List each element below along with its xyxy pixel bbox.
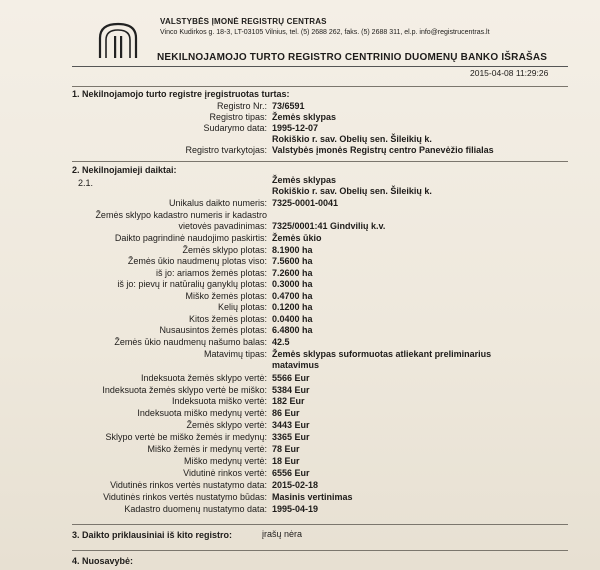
field-value: 42.5 — [272, 337, 290, 347]
field-value: 5384 Eur — [272, 385, 310, 395]
document-date: 2015-04-08 11:29:26 — [470, 68, 549, 78]
item-number: 2.1. — [78, 178, 94, 188]
field-label: Žemės ūkio naudmenų plotas viso: — [127, 256, 267, 266]
field-value: 5566 Eur — [272, 373, 310, 383]
field-value: 7325-0001-0041 — [272, 198, 339, 208]
field-value: 73/6591 — [272, 101, 305, 111]
field-value: 18 Eur — [272, 456, 300, 466]
field-label: Matavimų tipas: — [203, 349, 267, 359]
field-label: Vidutinė rinkos vertė: — [183, 468, 267, 478]
field-label: Registro tipas: — [209, 112, 267, 122]
section-3-value: įrašų nėra — [262, 529, 303, 539]
field-label: Indeksuota miško medynų vertė: — [137, 408, 267, 418]
field-label: Miško žemės plotas: — [185, 291, 267, 301]
field-label: Vidutinės rinkos vertės nustatymo būdas: — [103, 492, 267, 502]
field-label: Žemės sklypo kadastro numeris ir kadastro — [95, 210, 267, 220]
field-value: 1995-12-07 — [272, 123, 319, 133]
field-value: 6556 Eur — [272, 468, 310, 478]
field-label: Registro Nr.: — [216, 101, 267, 111]
field-label: Indeksuota žemės sklypo vertė be miško: — [102, 385, 267, 395]
field-label: Vidutinės rinkos vertės nustatymo data: — [110, 480, 267, 490]
item-type: Žemės sklypas — [272, 175, 337, 185]
field-value: 7.5600 ha — [272, 256, 313, 266]
field-value: Masinis vertinimas — [272, 492, 353, 502]
field-value: matavimus — [272, 360, 320, 370]
field-label: iš jo: pievų ir natūralių ganyklų plotas: — [117, 279, 267, 289]
field-label: Miško žemės ir medynų vertė: — [147, 444, 267, 454]
org-name: VALSTYBĖS ĮMONĖ REGISTRŲ CENTRAS — [160, 17, 327, 26]
field-label: Žemės ūkio naudmenų našumo balas: — [114, 337, 267, 347]
section-2-heading: 2. Nekilnojamieji daiktai: — [72, 165, 177, 175]
field-label: Daikto pagrindinė naudojimo paskirtis: — [114, 233, 267, 243]
field-value: 0.4700 ha — [272, 291, 313, 301]
field-label: iš jo: ariamos žemės plotas: — [155, 268, 267, 278]
field-value: 0.3000 ha — [272, 279, 313, 289]
field-value: Žemės sklypas — [272, 112, 337, 122]
item-address: Rokiškio r. sav. Obelių sen. Šileikių k. — [272, 186, 432, 196]
section-4-divider — [72, 550, 568, 551]
field-value: 78 Eur — [272, 444, 300, 454]
field-value: 1995-04-19 — [272, 504, 319, 514]
section-1-divider — [72, 86, 568, 87]
field-label: vietovės pavadinimas: — [178, 221, 267, 231]
title-divider — [72, 66, 568, 67]
field-value: 86 Eur — [272, 408, 300, 418]
field-label: Kelių plotas: — [217, 302, 267, 312]
section-2-divider — [72, 161, 568, 162]
field-label: Indeksuota žemės sklypo vertė: — [140, 373, 267, 383]
field-value: 182 Eur — [272, 396, 305, 406]
field-value: 0.1200 ha — [272, 302, 313, 312]
field-value: 2015-02-18 — [272, 480, 319, 490]
field-label: Žemės sklypo plotas: — [182, 245, 267, 255]
field-value: 8.1900 ha — [272, 245, 313, 255]
field-value: 0.0400 ha — [272, 314, 313, 324]
section-3-divider — [72, 524, 568, 525]
field-label: Sudarymo data: — [203, 123, 267, 133]
field-label: Miško medynų vertė: — [183, 456, 267, 466]
section-1-heading: 1. Nekilnojamojo turto registre įregistruotas turtas: — [72, 89, 290, 99]
field-label: Nusausintos žemės plotas: — [159, 325, 267, 335]
field-label: Registro tvarkytojas: — [185, 145, 267, 155]
field-value: 6.4800 ha — [272, 325, 313, 335]
field-value: 7.2600 ha — [272, 268, 313, 278]
field-value: 3365 Eur — [272, 432, 310, 442]
field-label: Kadastro duomenų nustatymo data: — [124, 504, 267, 514]
field-label: Sklypo vertė be miško žemės ir medynų: — [105, 432, 267, 442]
field-label: Indeksuota miško vertė: — [171, 396, 267, 406]
field-value: 3443 Eur — [272, 420, 310, 430]
field-value: Rokiškio r. sav. Obelių sen. Šileikių k. — [272, 134, 432, 144]
field-value: 7325/0001:41 Gindvilių k.v. — [272, 221, 386, 231]
field-label: Kitos žemės plotas: — [188, 314, 267, 324]
field-value: Žemės sklypas suformuotas atliekant preliminarius — [272, 349, 492, 359]
document-title: NEKILNOJAMOJO TURTO REGISTRO CENTRINIO DUOMENŲ BANKO IŠRAŠAS — [157, 52, 548, 63]
section-3-heading: 3. Daikto priklausiniai iš kito registro: — [72, 530, 233, 540]
field-value: Žemės ūkio — [272, 233, 322, 243]
field-label: Žemės sklypo vertė: — [186, 420, 267, 430]
field-label: Unikalus daikto numeris: — [168, 198, 267, 208]
section-4-heading: 4. Nuosavybė: — [72, 556, 134, 566]
registru-centras-logo — [96, 18, 140, 62]
field-value: Valstybės įmonės Registrų centro Panevėžio filialas — [272, 145, 494, 155]
org-address: Vinco Kudirkos g. 18-3, LT-03105 Vilnius, tel. (5) 2688 262, faks. (5) 2688 311, el.p. info@registrucentras.lt — [160, 29, 490, 36]
